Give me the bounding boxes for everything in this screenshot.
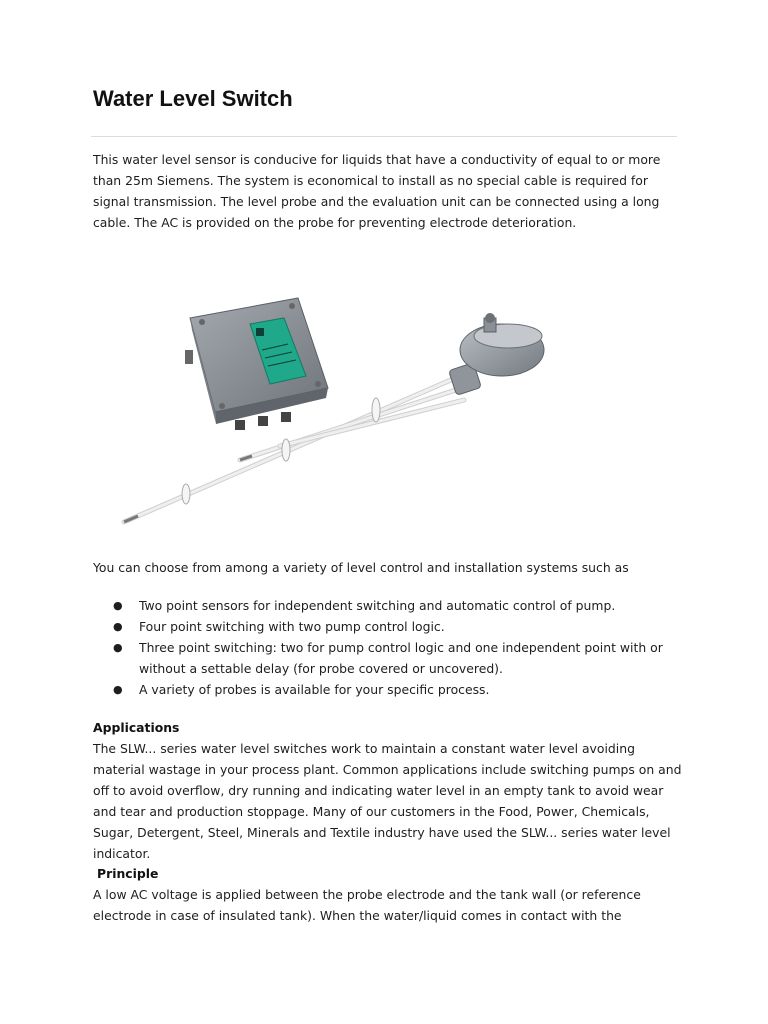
- feature-list: [93, 596, 683, 701]
- list-item: ● A variety of probes is available for your specific process.: [93, 680, 683, 701]
- evaluation-unit-enclosure: [185, 298, 328, 430]
- water-level-switch-image: [110, 280, 580, 545]
- bullet-icon: ●: [113, 599, 123, 612]
- bullet-icon: ●: [113, 640, 123, 654]
- principle-heading: Principle: [97, 866, 159, 881]
- applications-heading: Applications: [93, 720, 180, 735]
- title-divider: [91, 136, 677, 137]
- choose-paragraph: You can choose from among a variety of level control and installation systems such as: [93, 560, 629, 575]
- intro-paragraph: This water level sensor is conducive for liquids that have a conductivity of equal to or more than 25m Siemens. The system is economical to install as no special cable is required for signal transmission. The level probe and the evaluation unit can be connected using a long cable. The AC is provided on the probe for preventing electrode deterioration.: [93, 152, 661, 230]
- applications-paragraph: The SLW... series water level switches work to maintain a constant water level avoiding material wastage in your process plant. Common applications include switching pumps on and off to avoid overflow, dry running and indicating water level in an empty tank to avoid wear and tear and production stoppage. Many of our customers in the Food, Power, Chemicals, Sugar, Detergent, Steel, Minerals and Textile industry have used the SLW... series water level indicator.: [93, 741, 682, 861]
- bullet-icon: ●: [113, 682, 123, 696]
- probe-head: [449, 313, 544, 395]
- list-item: ● Two point sensors for independent switching and automatic control of pump.: [93, 596, 683, 617]
- page-title: Water Level Switch: [93, 86, 293, 111]
- principle-paragraph: A low AC voltage is applied between the probe electrode and the tank wall (or reference electrode in case of insulated tank). When the water/liquid comes in contact with the: [93, 887, 641, 923]
- list-item: ● Three point switching: two for pump control logic and one independent point with or without a settable delay (for probe covered or uncovered).: [113, 639, 663, 676]
- list-item: ● Four point switching with two pump control logic.: [93, 617, 683, 638]
- bullet-icon: ●: [113, 619, 123, 633]
